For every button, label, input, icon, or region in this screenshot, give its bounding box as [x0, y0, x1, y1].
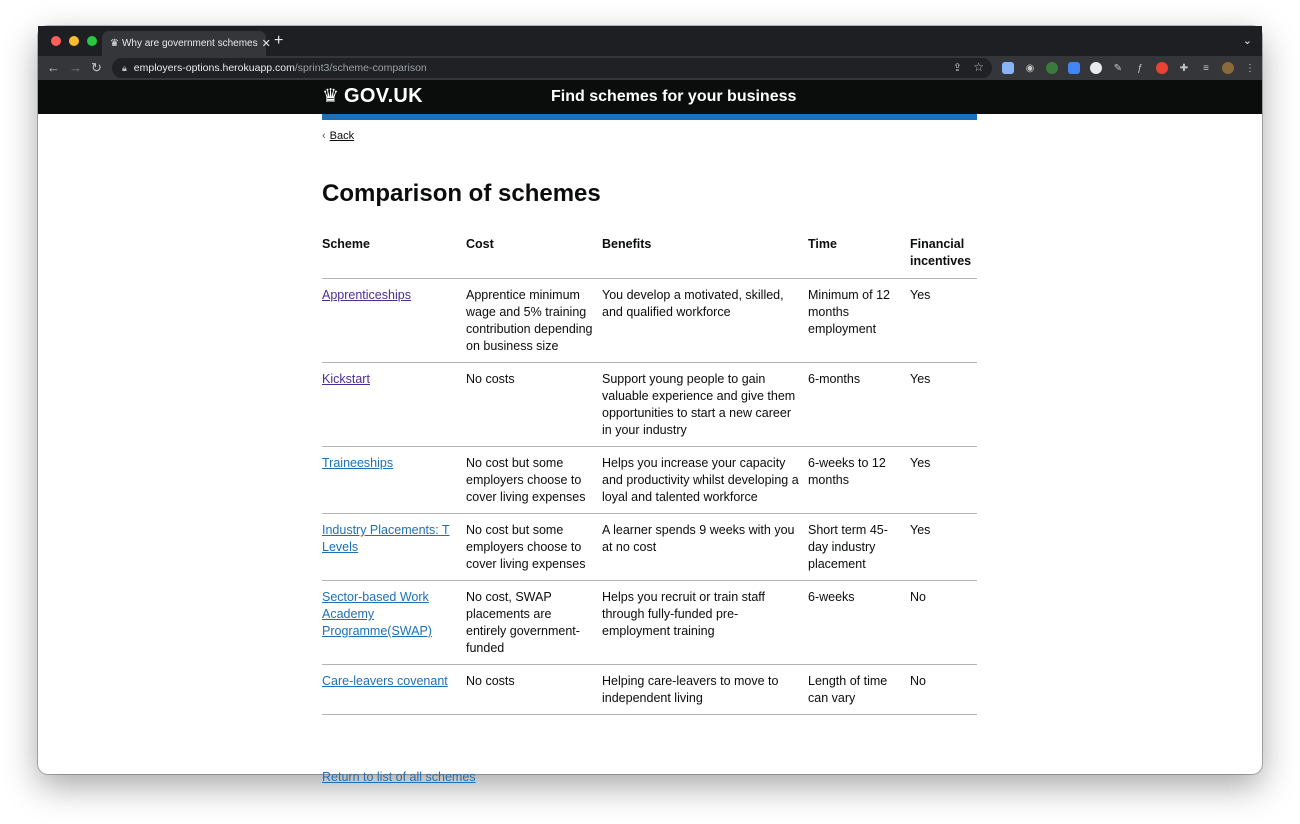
window-controls	[51, 36, 97, 46]
scheme-cell	[322, 514, 466, 581]
column-header-time: Time	[808, 236, 910, 279]
profile-avatar-icon[interactable]	[1220, 60, 1236, 76]
reading-list-icon[interactable]: ≡	[1203, 62, 1209, 74]
return-to-schemes-link[interactable]: Return to list of all schemes	[322, 770, 476, 784]
minimize-window-button[interactable]	[69, 36, 79, 46]
column-header-benefits: Benefits	[602, 236, 808, 279]
scheme-link-industry-placements[interactable]: Industry Placements: T Levels	[322, 523, 450, 554]
time-cell: 6-weeks to 12 months	[808, 447, 910, 514]
time-cell: 6-weeks	[808, 581, 910, 665]
url-path: /sprint3/scheme-comparison	[294, 62, 427, 74]
font-extension-icon[interactable]: ƒ	[1137, 62, 1143, 74]
translate-extension-icon[interactable]	[1066, 60, 1082, 76]
scheme-link-kickstart[interactable]: Kickstart	[322, 372, 370, 386]
back-arrow-icon[interactable]: ←	[47, 60, 60, 75]
browser-window	[38, 26, 1262, 784]
scheme-link-care-leavers[interactable]: Care-leavers covenant	[322, 674, 448, 688]
puzzle-extensions-icon[interactable]: ✚	[1179, 62, 1189, 74]
incentives-cell: Yes	[910, 514, 977, 581]
browser-toolbar	[38, 56, 1262, 80]
new-tab-plus-icon[interactable]: +	[274, 32, 284, 49]
cost-cell: No cost, SWAP placements are entirely government-funded	[466, 581, 602, 665]
column-header-financial-incentives: Financial incentives	[910, 236, 977, 279]
service-name[interactable]: Find schemes for your business	[551, 88, 797, 105]
incentives-cell: No	[910, 581, 977, 665]
extension-1-icon[interactable]	[1000, 60, 1016, 76]
extensions-bar	[1000, 60, 1258, 76]
chevron-left-icon: ‹	[322, 130, 326, 142]
incentives-cell: No	[910, 665, 977, 715]
table-row	[322, 665, 977, 715]
share-icon[interactable]: ⇪	[952, 62, 962, 74]
lock-icon: 🔒︎	[122, 62, 127, 73]
cost-cell: No cost but some employers choose to cover living expenses	[466, 447, 602, 514]
column-header-scheme: Scheme	[322, 236, 466, 279]
incentives-cell: Yes	[910, 279, 977, 363]
header-blue-underline	[322, 114, 977, 120]
incentives-cell: Yes	[910, 447, 977, 514]
scheme-cell	[322, 279, 466, 363]
table-row	[322, 514, 977, 581]
scheme-cell	[322, 363, 466, 447]
scheme-link-swap[interactable]: Sector-based Work Academy Programme(SWAP)	[322, 590, 432, 638]
cost-cell: No costs	[466, 665, 602, 715]
forward-arrow-icon[interactable]: →	[69, 60, 82, 75]
more-menu-icon[interactable]: ⋮	[1245, 62, 1255, 74]
time-cell: Length of time can vary	[808, 665, 910, 715]
address-bar[interactable]	[112, 58, 992, 78]
incentives-cell: Yes	[910, 363, 977, 447]
time-cell: 6-months	[808, 363, 910, 447]
url-host: employers-options.herokuapp.com	[133, 62, 295, 74]
extension-5-icon[interactable]	[1088, 60, 1104, 76]
benefits-cell: You develop a motivated, skilled, and qualified workforce	[602, 279, 808, 363]
back-link[interactable]	[322, 130, 977, 142]
table-row	[322, 447, 977, 514]
benefits-cell: A learner spends 9 weeks with you at no cost	[602, 514, 808, 581]
close-window-button[interactable]	[51, 36, 61, 46]
time-cell: Minimum of 12 months employment	[808, 279, 910, 363]
scheme-link-apprenticeships[interactable]: Apprenticeships	[322, 288, 411, 302]
tab-title: Why are government schemes	[121, 38, 258, 49]
column-header-cost: Cost	[466, 236, 602, 279]
camera-extension-icon[interactable]: ◉	[1025, 62, 1035, 74]
bookmark-star-icon[interactable]: ☆	[973, 60, 984, 74]
scheme-link-traineeships[interactable]: Traineeships	[322, 456, 394, 470]
table-row	[322, 363, 977, 447]
pen-extension-icon[interactable]: ✎	[1113, 62, 1123, 74]
extension-8-icon[interactable]	[1154, 60, 1170, 76]
schemes-comparison-table	[322, 236, 977, 715]
scheme-cell	[322, 665, 466, 715]
scheme-cell	[322, 447, 466, 514]
maximize-window-button[interactable]	[87, 36, 97, 46]
back-link-label[interactable]: Back	[329, 130, 355, 142]
browser-tab[interactable]	[102, 31, 271, 56]
cost-cell: No cost but some employers choose to cover living expenses	[466, 514, 602, 581]
table-header-row	[322, 236, 977, 279]
extension-3-icon[interactable]	[1044, 60, 1060, 76]
scheme-cell	[322, 581, 466, 665]
govuk-logo[interactable]	[322, 85, 423, 108]
cost-cell: Apprentice minimum wage and 5% training contribution depending on business size	[466, 279, 602, 363]
benefits-cell: Support young people to gain valuable experience and give them opportunities to start a new career in your industry	[602, 363, 808, 447]
table-row	[322, 581, 977, 665]
table-row	[322, 279, 977, 363]
tab-search-chevron-icon[interactable]: ⌄	[1242, 35, 1252, 47]
tab-strip	[38, 26, 1262, 56]
cost-cell: No costs	[466, 363, 602, 447]
main-content	[322, 130, 977, 784]
tab-close-icon[interactable]: ✕	[261, 38, 271, 50]
page-title: Comparison of schemes	[322, 180, 601, 207]
reload-icon[interactable]: ↻	[91, 60, 102, 75]
benefits-cell: Helping care-leavers to move to independent living	[602, 665, 808, 715]
time-cell: Short term 45-day industry placement	[808, 514, 910, 581]
benefits-cell: Helps you recruit or train staff through fully-funded pre-employment training	[602, 581, 808, 665]
crown-favicon-icon: ♛	[110, 38, 119, 49]
benefits-cell: Helps you increase your capacity and productivity whilst developing a loyal and talented workforce	[602, 447, 808, 514]
govuk-header	[38, 80, 1262, 114]
crown-icon: ♛	[322, 86, 340, 107]
govuk-logo-text: GOV.UK	[344, 85, 423, 107]
